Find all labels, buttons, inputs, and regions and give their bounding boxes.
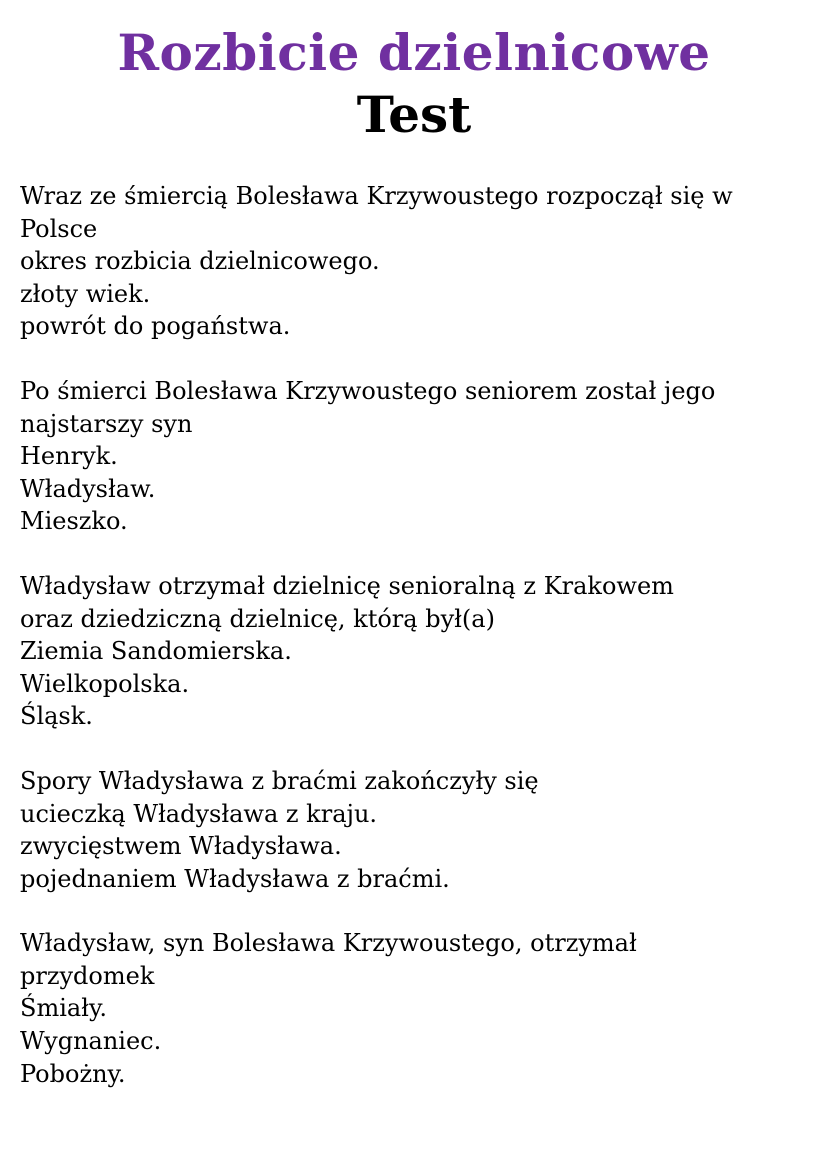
answer-option: Ziemia Sandomierska. [20,637,292,666]
question-4 [20,765,820,895]
page-title: Rozbicie dzielnicowe [117,23,711,82]
answer-option: Mieszko. [20,507,128,536]
question-3 [20,570,820,733]
question-prompt: Po śmierci Bolesława Krzywoustego seniorem został jego [20,376,716,405]
questions-list [20,180,820,1122]
question-prompt: Władysław otrzymał dzielnicę senioralną z Krakowem [20,571,674,600]
question-prompt: Spory Władysława z braćmi zakończyły się [20,766,539,795]
answer-option: Śmiały. [20,994,107,1023]
answer-option: pojednaniem Władysława z braćmi. [20,864,450,893]
question-prompt: najstarszy syn [20,409,193,438]
answer-option: Władysław. [20,474,156,503]
answer-option: Henryk. [20,442,118,471]
answer-option: Pobożny. [20,1059,126,1088]
page-subtitle: Test [356,85,472,144]
header [0,0,828,146]
answer-option: okres rozbicia dzielnicowego. [20,247,380,276]
question-prompt: oraz dziedziczną dzielnicę, którą był(a) [20,604,495,633]
answer-option: zwycięstwem Władysława. [20,832,342,861]
answer-option: Wielkopolska. [20,669,190,698]
answer-option: Wygnaniec. [20,1027,162,1056]
question-prompt: Wraz ze śmiercią Bolesława Krzywoustego rozpoczął się w [20,182,733,210]
question-1 [20,180,820,343]
question-5 [20,927,820,1090]
answer-option: ucieczką Władysława z kraju. [20,799,378,828]
answer-option: złoty wiek. [20,279,151,308]
question-prompt: Władysław, syn Bolesława Krzywoustego, otrzymał [20,929,637,958]
question-prompt: przydomek [20,961,155,990]
answer-option: Śląsk. [20,702,93,731]
question-2 [20,375,820,538]
question-prompt: Polsce [20,214,98,243]
answer-option: powrót do pogaństwa. [20,312,291,341]
